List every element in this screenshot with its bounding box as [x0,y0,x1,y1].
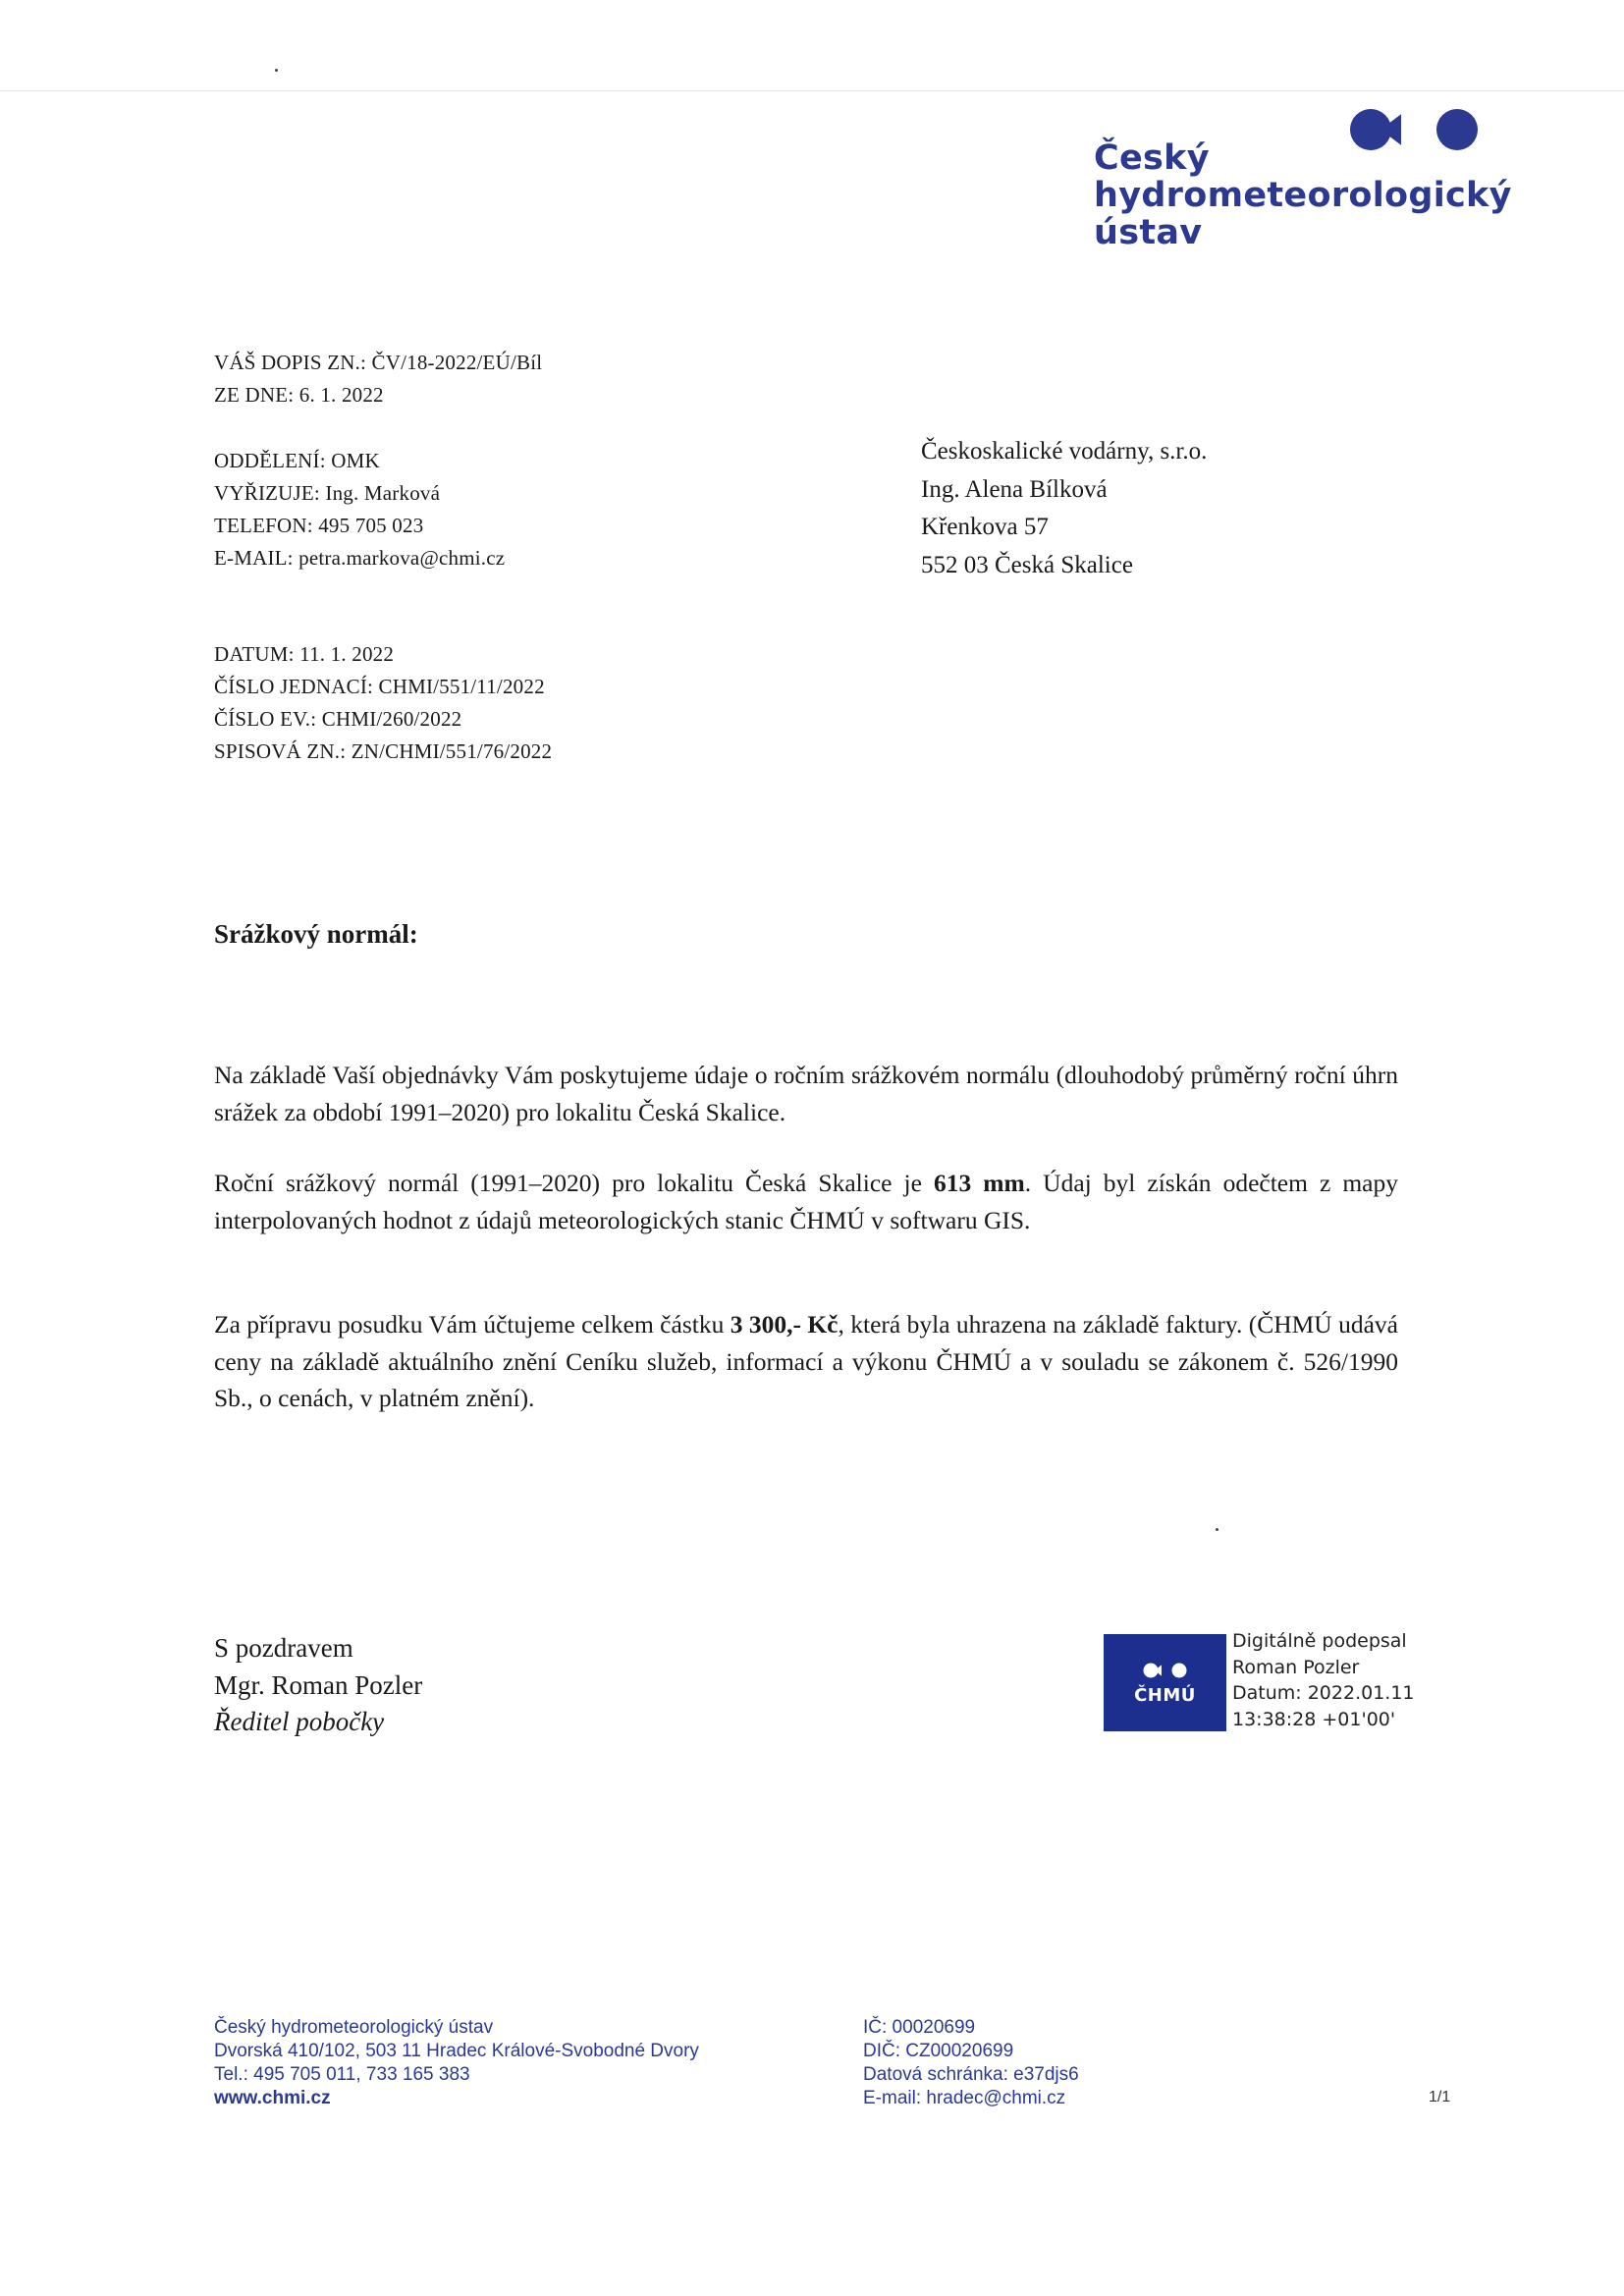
ref-oddeleni: ODDĚLENÍ: OMK [214,449,380,472]
ref-vas-dopis: VÁŠ DOPIS ZN.: ČV/18-2022/EÚ/Bíl [214,351,543,374]
footer-datova: Datová schránka: e37djs6 [863,2064,1079,2085]
logo-line: hydrometeorologický [1094,176,1512,215]
footer-street: Dvorská 410/102, 503 11 Hradec Králové-Svobodné Dvory [214,2041,699,2061]
footer-ids [863,2016,1079,2110]
page-number: 1/1 [1429,2089,1451,2105]
logo-line: ústav [1094,213,1203,252]
badge-label: ČHMÚ [1134,1685,1196,1706]
precipitation-value: 613 mm [933,1169,1025,1197]
recipient-street: Křenkova 57 [921,514,1049,540]
recipient-city: 552 03 Česká Skalice [921,551,1133,578]
recipient-name: Ing. Alena Bílková [921,475,1108,503]
ref-cislo-ev: ČÍSLO EV.: CHMI/260/2022 [214,707,462,731]
signer-name: Mgr. Roman Pozler [214,1669,423,1700]
text-span: Za přípravu posudku Vám účtujeme celkem částku [214,1310,731,1339]
price-value: 3 300,- Kč [730,1310,839,1339]
ref-ze-dne: ZE DNE: 6. 1. 2022 [214,383,384,407]
signature-line: Datum: 2022.01.11 [1232,1682,1415,1704]
logo-line: Český [1094,138,1210,178]
ref-spisova-zn: SPISOVÁ ZN.: ZN/CHMI/551/76/2022 [214,739,553,763]
letter-reference [214,347,542,411]
footer-tel: Tel.: 495 705 011, 733 165 383 [214,2064,470,2085]
contact-block [214,445,505,574]
paragraph-result [214,1165,1398,1238]
document-identifiers [214,638,552,768]
digital-signature-info [1232,1628,1415,1732]
footer-address [214,2016,699,2110]
footer-dic: DIČ: CZ00020699 [863,2041,1014,2061]
ref-telefon: TELEFON: 495 705 023 [214,514,424,537]
signer-role: Ředitel pobočky [214,1707,385,1736]
letter-heading: Srážkový normál: [214,919,418,949]
signoff [214,1630,422,1741]
recipient-address [921,433,1207,584]
paragraph-price [214,1306,1398,1417]
footer-email: E-mail: hradec@chmi.cz [863,2088,1066,2108]
chmu-logo-text [1094,139,1512,251]
ref-datum: DATUM: 11. 1. 2022 [214,642,395,666]
footer-ic: IČ: 00020699 [863,2017,976,2038]
scan-speck [275,69,278,72]
signature-line: Roman Pozler [1232,1656,1360,1678]
ref-vyrizuje: VYŘIZUJE: Ing. Marková [214,481,441,505]
recipient-company: Českoskalické vodárny, s.r.o. [921,438,1208,465]
signature-line: Digitálně podepsal [1232,1630,1407,1652]
chmu-signature-badge [1104,1634,1226,1731]
ref-cislo-jednaci: ČÍSLO JEDNACÍ: CHMI/551/11/2022 [214,675,545,698]
chmu-logo-mark [1143,1662,1188,1679]
scan-speck [1216,1528,1218,1531]
paragraph-intro: Na základě Vaší objednávky Vám poskytujeme údaje o ročním srážkovém normálu (dlouhodobý průměrný roční úhrn srážek za období 1991–2020) pro lokalitu Česká Skalice. [214,1061,1398,1126]
scan-edge-line [0,90,1624,91]
ref-email: E-MAIL: petra.markova@chmi.cz [214,546,506,570]
footer-website-link[interactable]: www.chmi.cz [214,2088,331,2108]
text-span: , která byla uhrazena na základě faktury. (ČHMÚ udává ceny na základě aktuálního znění Ceníku služeb, informací a výkonu ČHMÚ a v souladu se zákonem č. 526/1990 Sb., o cenách, v platném znění). [214,1310,1398,1412]
text-span: . Údaj byl získán odečtem z mapy interpolovaných hodnot z údajů meteorologických stanic ČHMÚ v softwaru GIS. [214,1169,1398,1234]
text-span: Roční srážkový normál (1991–2020) pro lokalitu Česká Skalice je [214,1169,934,1197]
greeting: S pozdravem [214,1633,353,1663]
footer-org: Český hydrometeorologický ústav [214,2017,494,2038]
signature-line: 13:38:28 +01'00' [1232,1708,1396,1730]
